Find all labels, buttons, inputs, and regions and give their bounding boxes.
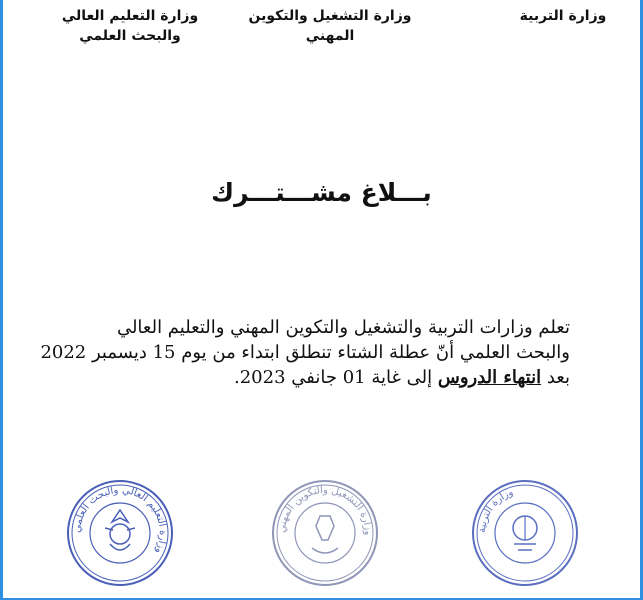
ministry-higher-education-header [55,6,205,46]
svg-text:وزارة التعليم العالي والبحث ال: وزارة التعليم العالي والبحث العلمي [71,484,169,556]
ministry-education-header [503,6,623,26]
announcement-body [40,315,570,390]
svg-text:وزارة التشغيل والتكوين المهني: وزارة التشغيل والتكوين المهني [276,484,374,536]
document-title [0,178,643,207]
stamp-higher-education [65,478,175,592]
body-line-2: والبحث العلمي أنّ عطلة الشتاء تنطلق ابتداء من يوم 15 ديسمبر 2022 [40,342,570,363]
seal-higher-education-icon [65,478,175,588]
seal-vocational-icon [270,478,380,588]
body-line-1: تعلم وزارات التربية والتشغيل والتكوين المهني والتعليم العالي [116,317,570,338]
stamp-vocational [270,478,380,592]
document-title-text: بـــلاغ مشـــتـــرك [211,178,432,207]
body-line-3-post: إلى غاية 01 جانفي 2023. [233,367,433,388]
stamp-education [470,478,580,592]
body-line-3 [50,365,570,390]
ministry-education-name: وزارة التربية [519,8,607,24]
seal-education-icon [470,478,580,588]
body-emphasis-end-of-lessons: انتهاء الدروس [437,367,542,388]
ministry-vocational-line2: المهني [305,28,355,44]
ministry-vocational-header [245,6,415,46]
ministry-higher-education-line1: وزارة التعليم العالي [61,8,199,24]
body-line-3-pre: بعد [546,367,570,388]
ministry-vocational-line1: وزارة التشغيل والتكوين [248,8,412,24]
ministry-higher-education-line2: والبحث العلمي [79,28,181,44]
svg-text:وزارة التربية: وزارة التربية [476,487,515,534]
